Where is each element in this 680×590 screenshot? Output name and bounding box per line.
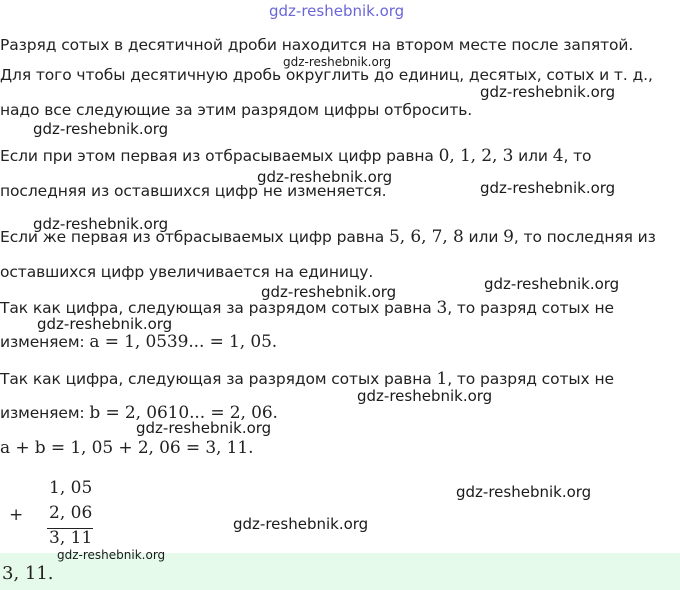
paragraph-2-line-2: надо все следующие за этим разрядом цифры отбросить. [0,101,473,119]
p3-math-a: 0, 1, 2, 3 [438,146,514,166]
p5-text-b: , то разряд сотых не [447,299,614,317]
paragraph-3-line-2: последняя из оставшихся цифр не изменяется. [0,182,387,200]
watermark: gdz-reshebnik.org [261,283,397,301]
watermark: gdz-reshebnik.org [33,120,169,138]
p4-math-b: 9 [503,227,514,247]
paragraph-2-line-1: Для того чтобы десятичную дробь округлить до единиц, десятых, сотых и т. д., [0,66,653,84]
p4-math-a: 5, 6, 7, 8 [389,227,464,247]
answer-value: 3, 11. [2,563,54,584]
column-addend-1: 1, 05 [49,478,93,498]
watermark: gdz-reshebnik.org [480,179,616,197]
column-plus-sign: + [9,505,24,525]
watermark: gdz-reshebnik.org [456,483,592,501]
p6-text-c: изменяем: [0,404,90,422]
watermark: gdz-reshebnik.org [57,548,166,562]
p3-text-a: Если при этом первая из отбрасываемых цифр равна [0,147,439,165]
watermark: gdz-reshebnik.org [257,168,393,186]
watermark: gdz-reshebnik.org [37,315,173,333]
paragraph-5-line-2 [0,332,277,352]
p3-math-b: 4 [552,146,564,166]
watermark-top: gdz-reshebnik.org [269,2,405,20]
p5-math-eq: a = 1, 0539... = 1, 05. [89,332,278,352]
watermark: gdz-reshebnik.org [33,215,169,233]
watermark: gdz-reshebnik.org [233,515,369,533]
p3-text-c: , то [563,147,592,165]
p6-text-a: Так как цифра, следующая за разрядом сотых равна [0,370,437,388]
watermark: gdz-reshebnik.org [484,275,620,293]
column-result: 3, 11 [49,528,93,548]
column-addend-2: 2, 06 [49,503,93,523]
paragraph-1: Разряд сотых в десятичной дроби находится на втором месте после запятой. [0,36,634,54]
p6-text-b: , то разряд сотых не [447,370,614,388]
p6-math-eq: b = 2, 0610... = 2, 06. [89,403,278,423]
sum-equation: a + b = 1, 05 + 2, 06 = 3, 11. [0,438,254,458]
p4-text-b: или [463,228,504,246]
watermark: gdz-reshebnik.org [136,419,272,437]
p4-text-a: Если же первая из отбрасываемых цифр равна [0,228,390,246]
paragraph-4-line-2: оставшихся цифр увеличивается на единицу. [0,263,374,281]
p4-text-c: , то последняя из [513,228,656,246]
p5-math-a: 3 [436,298,448,318]
p5-text-c: изменяем: [0,333,90,351]
p5-text-a: Так как цифра, следующая за разрядом сотых равна [0,299,437,317]
p6-math-a: 1 [436,369,448,389]
watermark: gdz-reshebnik.org [283,55,392,69]
paragraph-3-line-1 [0,146,591,166]
p3-text-b: или [513,147,553,165]
watermark: gdz-reshebnik.org [357,387,493,405]
paragraph-6-line-1 [0,369,614,389]
watermark: gdz-reshebnik.org [480,83,616,101]
